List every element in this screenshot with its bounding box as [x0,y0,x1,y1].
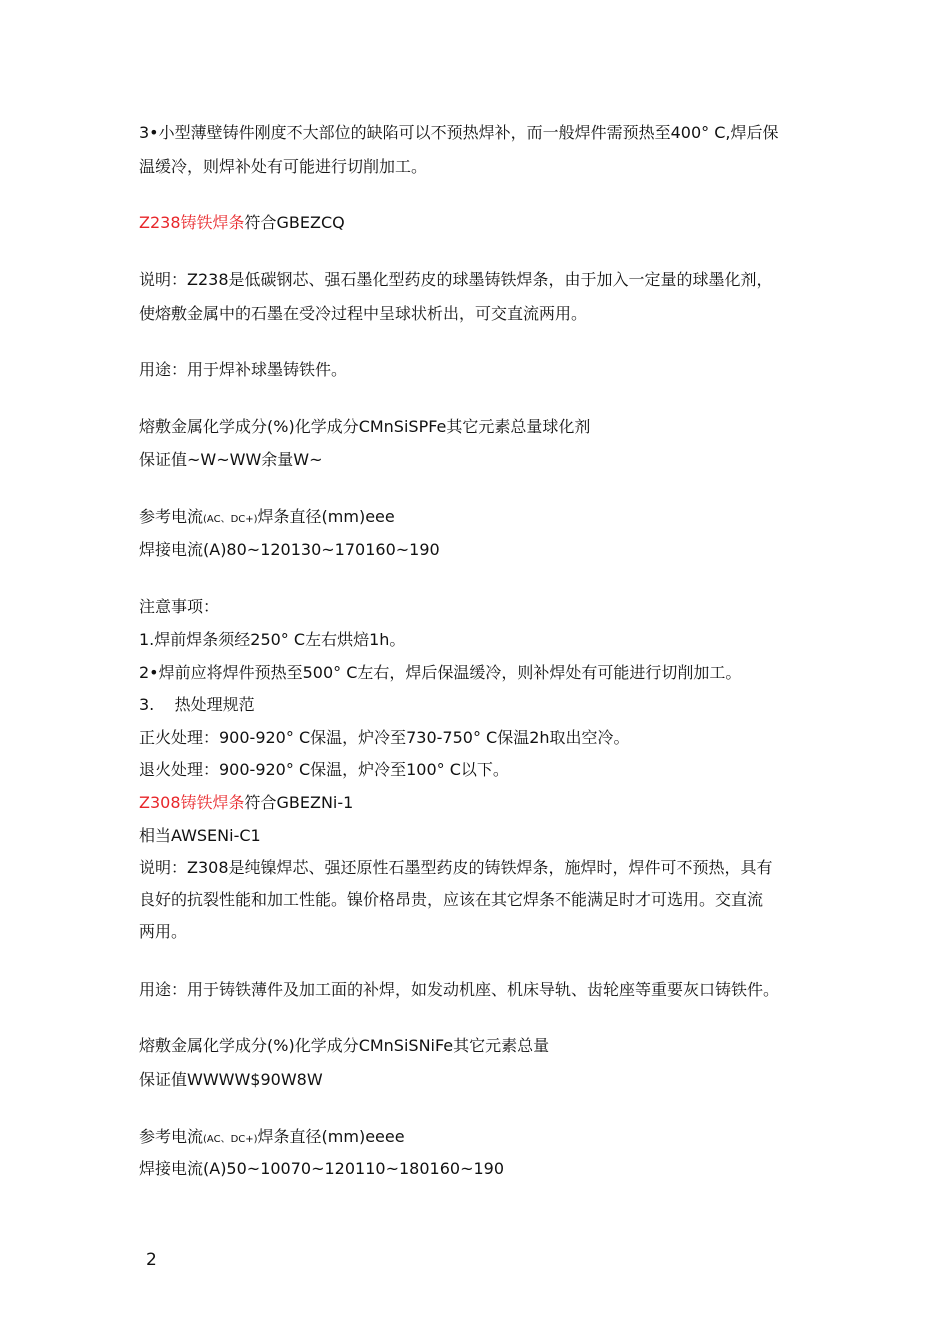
z308-description-line2: 良好的抗裂性能和加工性能。镍价格昂贵，应该在其它焊条不能满足时才可选用。交直流 [139,890,764,909]
z238-heading-red: Z238铸铁焊条 [139,213,245,232]
z238-description-line2: 使熔敷金属中的石墨在受冷过程中呈球状析出，可交直流两用。 [139,304,588,323]
z308-heading-standard: 符合GBEZNi-1 [244,793,354,812]
z238-current-polarity: (AC、DC+) [203,514,258,525]
z308-chemistry-line2: 保证值WWWW$90W8W [139,1070,323,1089]
z238-description-line1: 说明：Z238是低碳钢芯、强石墨化型药皮的球墨铸铁焊条，由于加入一定量的球墨化剂， [139,270,773,289]
z238-current-line2: 焊接电流(A)80~120130~170160~190 [139,540,440,559]
z238-current-label: 参考电流 [139,507,204,526]
z238-heading [139,206,819,240]
z238-current-line1 [139,500,819,537]
note-normalizing: 正火处理：900-920° C保温，炉冷至730-750° C保温2h取出空冷。 [139,728,630,747]
z308-description-line3: 两用。 [139,922,188,941]
z308-current-diameter: 焊条直径(mm)eeee [257,1127,405,1146]
z308-current-line2: 焊接电流(A)50~10070~120110~180160~190 [139,1159,505,1178]
z238-current-diameter: 焊条直径(mm)eee [257,507,395,526]
z238-chemistry-line1: 熔敷金属化学成分(%)化学成分CMnSiSPFe其它元素总量球化剂 [139,417,591,436]
z308-heading-red: Z308铸铁焊条 [139,793,245,812]
notes-title: 注意事项： [139,597,220,616]
note-3: 3. 热处理规范 [139,695,255,714]
z238-heading-standard: 符合GBEZCQ [244,213,345,232]
paragraph-preheat-line2: 温缓冷，则焊补处有可能进行切削加工。 [139,157,428,176]
z308-heading [139,786,819,820]
note-annealing: 退火处理：900-920° C保温，炉冷至100° C以下。 [139,760,509,779]
paragraph-preheat-line1: 3•小型薄壁铸件刚度不大部位的缺陷可以不预热焊补，而一般焊件需预热至400° C,焊后保 [139,123,779,142]
page-number: 2 [146,1250,157,1270]
z308-current-polarity: (AC、DC+) [203,1134,258,1145]
z308-current-label: 参考电流 [139,1127,204,1146]
note-1: 1.焊前焊条须经250° C左右烘焙1h。 [139,630,406,649]
z308-chemistry-line1: 熔敷金属化学成分(%)化学成分CMnSiSNiFe其它元素总量 [139,1036,550,1055]
z238-usage: 用途：用于焊补球墨铸铁件。 [139,360,348,379]
z308-equivalent: 相当AWSENi-C1 [139,826,261,845]
note-2: 2•焊前应将焊件预热至500° C左右，焊后保温缓冷，则补焊处有可能进行切削加工。 [139,663,742,682]
z238-chemistry-line2: 保证值~W~WW余量W~ [139,450,323,469]
z308-description-line1: 说明：Z308是纯镍焊芯、强还原性石墨型药皮的铸铁焊条，施焊时，焊件可不预热，具有 [139,858,773,877]
z308-usage: 用途：用于铸铁薄件及加工面的补焊，如发动机座、机床导轨、齿轮座等重要灰口铸铁件。 [139,980,780,999]
